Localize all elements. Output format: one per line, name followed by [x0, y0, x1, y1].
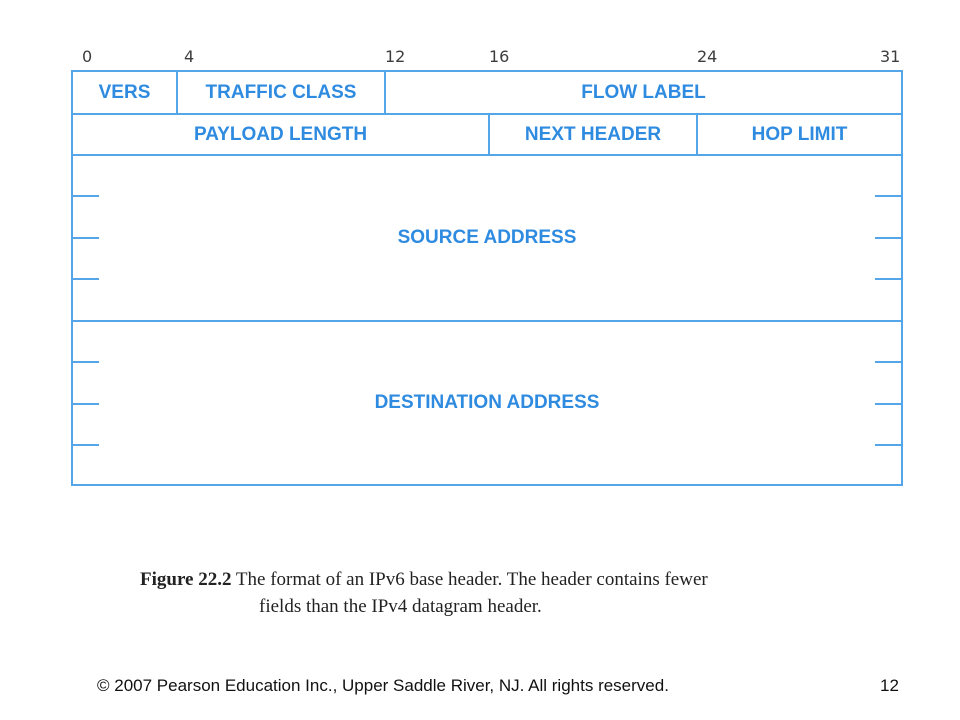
word-boundary-tick	[73, 403, 99, 405]
caption-text-1: The format of an IPv6 base header. The header contains fewer	[235, 569, 708, 590]
bit-position-16: 16	[489, 47, 510, 66]
field-destination-address: DESTINATION ADDRESS	[374, 392, 600, 413]
figure-label: Figure 22.2	[140, 569, 232, 590]
field-source-address: SOURCE ADDRESS	[397, 227, 577, 248]
caption-text-2: fields than the IPv4 datagram header.	[259, 596, 542, 617]
bit-position-4: 4	[184, 47, 195, 66]
word-boundary-tick	[875, 444, 901, 446]
bit-position-24: 24	[697, 47, 718, 66]
word-boundary-tick	[73, 237, 99, 239]
field-flow-label: FLOW LABEL	[581, 81, 706, 103]
slide-number: 12	[880, 676, 899, 695]
word-boundary-tick	[73, 278, 99, 280]
copyright-footer: © 2007 Pearson Education Inc., Upper Saddle River, NJ. All rights reserved.	[97, 676, 669, 695]
word-boundary-tick	[875, 195, 901, 197]
field-payload-length: PAYLOAD LENGTH	[193, 123, 368, 145]
bit-position-31: 31	[880, 47, 901, 66]
ipv6-header-diagram	[71, 70, 903, 486]
word-boundary-tick	[875, 237, 901, 239]
field-traffic-class: TRAFFIC CLASS	[205, 81, 357, 103]
word-boundary-tick	[73, 195, 99, 197]
word-boundary-tick	[875, 403, 901, 405]
word-boundary-tick	[73, 361, 99, 363]
caption-line-1	[140, 566, 860, 593]
word-boundary-tick	[875, 361, 901, 363]
figure-caption	[140, 566, 860, 620]
word-boundary-tick	[73, 444, 99, 446]
field-next-header: NEXT HEADER	[524, 123, 662, 145]
bit-position-12: 12	[385, 47, 406, 66]
field-hop-limit: HOP LIMIT	[751, 123, 848, 145]
bit-position-0: 0	[82, 47, 93, 66]
field-vers: VERS	[98, 81, 151, 103]
word-boundary-tick	[875, 278, 901, 280]
